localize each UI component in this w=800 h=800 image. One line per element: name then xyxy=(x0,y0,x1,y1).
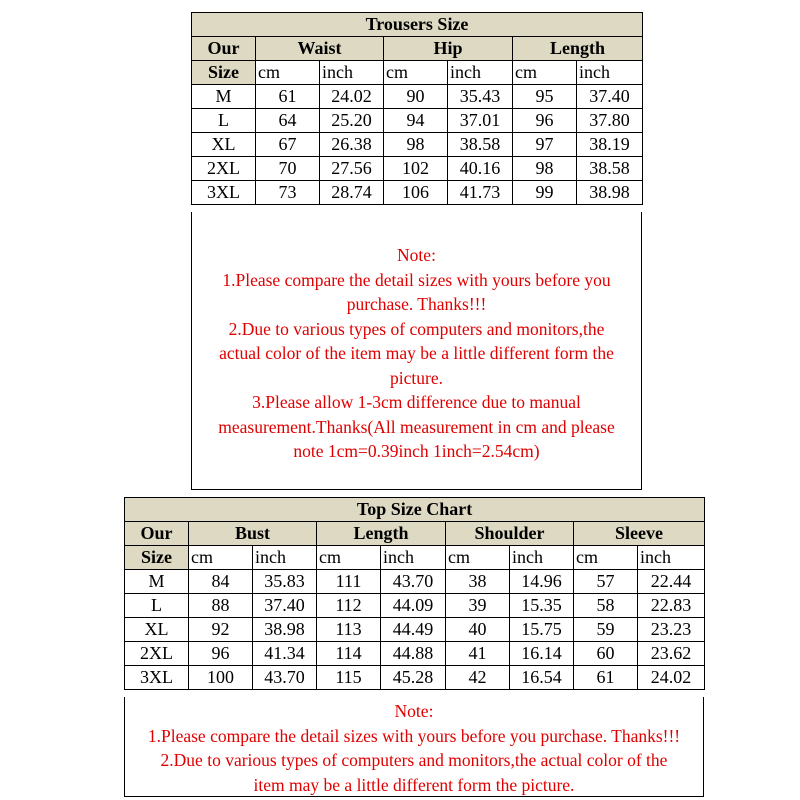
value-cell: 38 xyxy=(446,570,510,594)
note-line: purchase. Thanks!!! xyxy=(346,294,487,314)
size-cell: 2XL xyxy=(125,642,189,666)
value-cell: 35.83 xyxy=(253,570,317,594)
size-cell: XL xyxy=(125,618,189,642)
table-row xyxy=(192,157,643,181)
note-line: 2.Due to various types of computers and monitors,the actual color of the xyxy=(160,750,668,770)
value-cell: 38.19 xyxy=(577,133,643,157)
value-cell: 96 xyxy=(513,109,577,133)
value-cell: 44.49 xyxy=(381,618,446,642)
value-cell: 64 xyxy=(256,109,320,133)
value-cell: 38.58 xyxy=(577,157,643,181)
value-cell: 28.74 xyxy=(320,181,384,205)
trousers-note-box xyxy=(191,212,642,490)
unit-header: inch xyxy=(577,61,643,85)
value-cell: 97 xyxy=(513,133,577,157)
note-line: Note: xyxy=(394,701,434,721)
value-cell: 90 xyxy=(384,85,448,109)
value-cell: 26.38 xyxy=(320,133,384,157)
value-cell: 99 xyxy=(513,181,577,205)
table-row xyxy=(192,85,643,109)
value-cell: 24.02 xyxy=(638,666,705,690)
value-cell: 22.83 xyxy=(638,594,705,618)
table-row xyxy=(192,181,643,205)
value-cell: 67 xyxy=(256,133,320,157)
table-row xyxy=(192,109,643,133)
value-cell: 61 xyxy=(574,666,638,690)
note-line: item may be a little different form the picture. xyxy=(253,774,575,795)
note-line: actual color of the item may be a little different form the xyxy=(219,343,614,363)
size-cell: M xyxy=(192,85,256,109)
group-header: Sleeve xyxy=(574,522,705,546)
note-line: 3.Please allow 1-3cm difference due to manual xyxy=(252,392,581,412)
note-line: 1.Please compare the detail sizes with yours before you purchase. Thanks!!! xyxy=(147,725,681,746)
value-cell: 16.14 xyxy=(510,642,574,666)
value-cell: 35.43 xyxy=(448,85,513,109)
value-cell: 59 xyxy=(574,618,638,642)
top-note-box xyxy=(124,697,704,797)
value-cell: 95 xyxy=(513,85,577,109)
note-line: Note: xyxy=(397,245,436,265)
unit-header: cm xyxy=(189,546,253,570)
value-cell: 25.20 xyxy=(320,109,384,133)
value-cell: 112 xyxy=(317,594,381,618)
size-header: Our xyxy=(125,522,189,546)
value-cell: 61 xyxy=(256,85,320,109)
value-cell: 96 xyxy=(189,642,253,666)
value-cell: 38.98 xyxy=(577,181,643,205)
size-cell: 3XL xyxy=(125,666,189,690)
value-cell: 94 xyxy=(384,109,448,133)
value-cell: 88 xyxy=(189,594,253,618)
value-cell: 43.70 xyxy=(253,666,317,690)
size-cell: 2XL xyxy=(192,157,256,181)
value-cell: 84 xyxy=(189,570,253,594)
value-cell: 24.02 xyxy=(320,85,384,109)
value-cell: 37.40 xyxy=(577,85,643,109)
value-cell: 15.35 xyxy=(510,594,574,618)
value-cell: 115 xyxy=(317,666,381,690)
value-cell: 73 xyxy=(256,181,320,205)
value-cell: 44.88 xyxy=(381,642,446,666)
value-cell: 114 xyxy=(317,642,381,666)
value-cell: 70 xyxy=(256,157,320,181)
group-header: Bust xyxy=(189,522,317,546)
unit-header: inch xyxy=(638,546,705,570)
value-cell: 98 xyxy=(384,133,448,157)
unit-header: inch xyxy=(381,546,446,570)
value-cell: 92 xyxy=(189,618,253,642)
value-cell: 37.40 xyxy=(253,594,317,618)
size-cell: L xyxy=(125,594,189,618)
group-header: Length xyxy=(513,37,643,61)
note-line: 1.Please compare the detail sizes with yours before you xyxy=(222,269,611,290)
value-cell: 15.75 xyxy=(510,618,574,642)
value-cell: 41.34 xyxy=(253,642,317,666)
unit-header: cm xyxy=(513,61,577,85)
value-cell: 106 xyxy=(384,181,448,205)
note-line: note 1cm=0.39inch 1inch=2.54cm) xyxy=(293,441,540,461)
size-cell: M xyxy=(125,570,189,594)
value-cell: 39 xyxy=(446,594,510,618)
value-cell: 40 xyxy=(446,618,510,642)
top-size-table xyxy=(124,497,705,690)
value-cell: 41.73 xyxy=(448,181,513,205)
table-row xyxy=(125,594,705,618)
value-cell: 27.56 xyxy=(320,157,384,181)
value-cell: 111 xyxy=(317,570,381,594)
unit-header: inch xyxy=(253,546,317,570)
unit-header: inch xyxy=(510,546,574,570)
size-cell: L xyxy=(192,109,256,133)
table-title: Top Size Chart xyxy=(125,498,705,522)
table-title: Trousers Size xyxy=(192,13,643,37)
table-row xyxy=(192,133,643,157)
value-cell: 42 xyxy=(446,666,510,690)
value-cell: 113 xyxy=(317,618,381,642)
value-cell: 37.80 xyxy=(577,109,643,133)
value-cell: 60 xyxy=(574,642,638,666)
table-row xyxy=(125,642,705,666)
value-cell: 45.28 xyxy=(381,666,446,690)
table-row xyxy=(125,570,705,594)
group-header: Shoulder xyxy=(446,522,574,546)
size-cell: XL xyxy=(192,133,256,157)
value-cell: 23.23 xyxy=(638,618,705,642)
unit-header: cm xyxy=(317,546,381,570)
table-row xyxy=(125,666,705,690)
value-cell: 58 xyxy=(574,594,638,618)
value-cell: 16.54 xyxy=(510,666,574,690)
value-cell: 41 xyxy=(446,642,510,666)
value-cell: 38.58 xyxy=(448,133,513,157)
value-cell: 100 xyxy=(189,666,253,690)
size-header: Size xyxy=(125,546,189,570)
size-header: Our xyxy=(192,37,256,61)
unit-header: inch xyxy=(448,61,513,85)
value-cell: 44.09 xyxy=(381,594,446,618)
value-cell: 57 xyxy=(574,570,638,594)
size-header: Size xyxy=(192,61,256,85)
table-row xyxy=(125,618,705,642)
note-line: picture. xyxy=(390,367,443,388)
group-header: Length xyxy=(317,522,446,546)
value-cell: 23.62 xyxy=(638,642,705,666)
value-cell: 43.70 xyxy=(381,570,446,594)
group-header: Waist xyxy=(256,37,384,61)
unit-header: cm xyxy=(574,546,638,570)
value-cell: 37.01 xyxy=(448,109,513,133)
group-header: Hip xyxy=(384,37,513,61)
note-line: measurement.Thanks(All measurement in cm and please xyxy=(218,416,615,437)
unit-header: cm xyxy=(384,61,448,85)
value-cell: 102 xyxy=(384,157,448,181)
unit-header: cm xyxy=(446,546,510,570)
value-cell: 22.44 xyxy=(638,570,705,594)
unit-header: inch xyxy=(320,61,384,85)
trousers-size-table xyxy=(191,12,643,205)
unit-header: cm xyxy=(256,61,320,85)
value-cell: 38.98 xyxy=(253,618,317,642)
size-cell: 3XL xyxy=(192,181,256,205)
value-cell: 14.96 xyxy=(510,570,574,594)
value-cell: 98 xyxy=(513,157,577,181)
note-line: 2.Due to various types of computers and monitors,the xyxy=(228,318,605,339)
value-cell: 40.16 xyxy=(448,157,513,181)
